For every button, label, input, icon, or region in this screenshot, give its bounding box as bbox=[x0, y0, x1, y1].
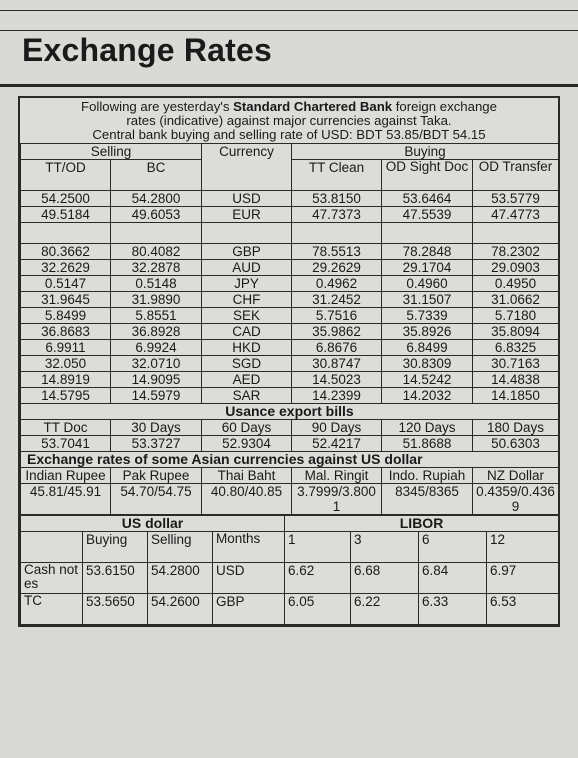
rate-od-transfer: 35.8094 bbox=[473, 324, 559, 340]
rate-od-transfer: 14.4838 bbox=[473, 372, 559, 388]
asian-header-cell: Indo. Rupiah bbox=[382, 468, 473, 484]
rate-od-transfer: 0.4950 bbox=[473, 276, 559, 292]
rate-bc: 80.4082 bbox=[111, 244, 202, 260]
rate-od-sight: 14.5242 bbox=[382, 372, 473, 388]
usance-header-cell: 90 Days bbox=[292, 420, 382, 436]
table-row bbox=[21, 340, 559, 356]
rate-tt-clean: 35.9862 bbox=[292, 324, 382, 340]
rate-od-transfer: 14.1850 bbox=[473, 388, 559, 404]
rate-od-sight: 53.6464 bbox=[382, 191, 473, 207]
libor-currency: GBP bbox=[213, 594, 285, 625]
rates-table bbox=[20, 143, 559, 515]
rate-cur: AED bbox=[202, 372, 292, 388]
asian-value-cell: 45.81/45.91 bbox=[21, 484, 111, 515]
intro-line1-post: foreign exchange bbox=[392, 99, 497, 114]
usd-libor-row bbox=[21, 594, 559, 625]
od-sight-header: OD Sight Doc bbox=[382, 160, 473, 191]
rate-cur: USD bbox=[202, 191, 292, 207]
rate-tt-clean: 31.2452 bbox=[292, 292, 382, 308]
asian-header-cell: Thai Baht bbox=[202, 468, 292, 484]
rate-od-transfer: 6.8325 bbox=[473, 340, 559, 356]
rate-tt-clean: 0.4962 bbox=[292, 276, 382, 292]
table-row bbox=[21, 372, 559, 388]
asian-header-cell: Pak Rupee bbox=[111, 468, 202, 484]
table-row bbox=[21, 191, 559, 207]
rate-tt-clean: 6.8676 bbox=[292, 340, 382, 356]
rate-cur: SEK bbox=[202, 308, 292, 324]
libor-value: 6.22 bbox=[351, 594, 419, 625]
table-row bbox=[21, 207, 559, 223]
usd-row-label: TC bbox=[21, 594, 83, 625]
rate-od-sight: 0.4960 bbox=[382, 276, 473, 292]
rate-od-sight: 5.7339 bbox=[382, 308, 473, 324]
libor-month-1: 1 bbox=[285, 532, 351, 563]
usance-value-cell: 52.4217 bbox=[292, 436, 382, 452]
rate-tt-od: 32.050 bbox=[21, 356, 111, 372]
rate-od-sight: 29.1704 bbox=[382, 260, 473, 276]
table-row bbox=[21, 324, 559, 340]
spacer-row bbox=[21, 223, 559, 244]
asian-currencies-title: Exchange rates of some Asian currencies against US dollar bbox=[21, 452, 559, 468]
page-title: Exchange Rates bbox=[22, 32, 273, 68]
rate-bc: 32.0710 bbox=[111, 356, 202, 372]
libor-title: LIBOR bbox=[285, 516, 559, 532]
usd-selling-value: 54.2800 bbox=[148, 563, 213, 594]
rate-od-sight: 31.1507 bbox=[382, 292, 473, 308]
title-rule bbox=[0, 84, 578, 87]
libor-value: 6.05 bbox=[285, 594, 351, 625]
rate-od-transfer: 5.7180 bbox=[473, 308, 559, 324]
usance-header-row bbox=[21, 420, 559, 436]
usance-header-cell: TT Doc bbox=[21, 420, 111, 436]
central-bank-rate: Central bank buying and selling rate of USD: BDT 53.85/BDT 54.15 bbox=[92, 127, 486, 142]
rate-tt-clean: 5.7516 bbox=[292, 308, 382, 324]
rate-bc: 14.9095 bbox=[111, 372, 202, 388]
libor-value: 6.33 bbox=[419, 594, 487, 625]
asian-header-cell: NZ Dollar bbox=[473, 468, 559, 484]
od-transfer-header: OD Transfer bbox=[473, 160, 559, 191]
table-row bbox=[21, 308, 559, 324]
usance-value-cell: 50.6303 bbox=[473, 436, 559, 452]
usance-value-cell: 51.8688 bbox=[382, 436, 473, 452]
libor-value: 6.97 bbox=[487, 563, 559, 594]
asian-value-row bbox=[21, 484, 559, 515]
rate-tt-od: 54.2500 bbox=[21, 191, 111, 207]
bank-name: Standard Chartered Bank bbox=[233, 99, 393, 114]
asian-value-cell: 0.4359/0.4369 bbox=[473, 484, 559, 515]
table-row bbox=[21, 292, 559, 308]
rate-tt-od: 5.8499 bbox=[21, 308, 111, 324]
header-rule bbox=[0, 30, 578, 31]
usd-selling-value: 54.2600 bbox=[148, 594, 213, 625]
asian-value-cell: 40.80/40.85 bbox=[202, 484, 292, 515]
rate-od-transfer: 53.5779 bbox=[473, 191, 559, 207]
rate-cur: JPY bbox=[202, 276, 292, 292]
rate-tt-od: 6.9911 bbox=[21, 340, 111, 356]
asian-header-cell: Indian Rupee bbox=[21, 468, 111, 484]
usance-title: Usance export bills bbox=[21, 404, 559, 420]
rate-tt-od: 49.5184 bbox=[21, 207, 111, 223]
tt-od-header: TT/OD bbox=[21, 160, 111, 191]
libor-value: 6.53 bbox=[487, 594, 559, 625]
rate-tt-od: 14.8919 bbox=[21, 372, 111, 388]
rate-cur: CHF bbox=[202, 292, 292, 308]
rate-tt-clean: 47.7373 bbox=[292, 207, 382, 223]
top-rule bbox=[0, 10, 578, 11]
libor-month-3: 3 bbox=[351, 532, 419, 563]
libor-value: 6.68 bbox=[351, 563, 419, 594]
usance-value-row bbox=[21, 436, 559, 452]
exchange-rates-box bbox=[18, 96, 560, 627]
rate-cur: AUD bbox=[202, 260, 292, 276]
rate-tt-clean: 14.2399 bbox=[292, 388, 382, 404]
usance-value-cell: 53.7041 bbox=[21, 436, 111, 452]
rate-cur: EUR bbox=[202, 207, 292, 223]
rate-od-sight: 47.5539 bbox=[382, 207, 473, 223]
rate-bc: 49.6053 bbox=[111, 207, 202, 223]
rate-tt-od: 14.5795 bbox=[21, 388, 111, 404]
usd-row-label: Cash notes bbox=[21, 563, 83, 594]
rate-cur: HKD bbox=[202, 340, 292, 356]
rate-tt-od: 36.8683 bbox=[21, 324, 111, 340]
usd-blank-header bbox=[21, 532, 83, 563]
usd-buying-value: 53.6150 bbox=[83, 563, 148, 594]
usance-header-cell: 120 Days bbox=[382, 420, 473, 436]
intro-line1-pre: Following are yesterday's bbox=[81, 99, 234, 114]
intro-line2: rates (indicative) against major currencies against Taka. bbox=[126, 113, 452, 128]
rate-od-sight: 78.2848 bbox=[382, 244, 473, 260]
libor-value: 6.62 bbox=[285, 563, 351, 594]
rate-cur: SGD bbox=[202, 356, 292, 372]
rate-od-sight: 14.2032 bbox=[382, 388, 473, 404]
libor-month-6: 6 bbox=[419, 532, 487, 563]
table-row bbox=[21, 244, 559, 260]
intro-text bbox=[20, 98, 558, 143]
usance-header-cell: 30 Days bbox=[111, 420, 202, 436]
rate-bc: 0.5148 bbox=[111, 276, 202, 292]
bc-header: BC bbox=[111, 160, 202, 191]
rate-tt-clean: 30.8747 bbox=[292, 356, 382, 372]
usance-value-cell: 52.9304 bbox=[202, 436, 292, 452]
selling-header: Selling bbox=[21, 144, 202, 160]
usance-value-cell: 53.3727 bbox=[111, 436, 202, 452]
asian-header-cell: Mal. Ringit bbox=[292, 468, 382, 484]
usd-buying-header: Buying bbox=[83, 532, 148, 563]
rate-tt-od: 31.9645 bbox=[21, 292, 111, 308]
currency-header: Currency bbox=[202, 144, 292, 191]
usd-selling-header: Selling bbox=[148, 532, 213, 563]
rate-od-transfer: 31.0662 bbox=[473, 292, 559, 308]
rate-od-sight: 35.8926 bbox=[382, 324, 473, 340]
rate-tt-od: 0.5147 bbox=[21, 276, 111, 292]
rate-od-sight: 30.8309 bbox=[382, 356, 473, 372]
rate-bc: 6.9924 bbox=[111, 340, 202, 356]
months-header: Months bbox=[213, 532, 285, 563]
rate-bc: 32.2878 bbox=[111, 260, 202, 276]
rate-cur: SAR bbox=[202, 388, 292, 404]
table-row bbox=[21, 260, 559, 276]
usd-buying-value: 53.5650 bbox=[83, 594, 148, 625]
tt-clean-header: TT Clean bbox=[292, 160, 382, 191]
rate-bc: 14.5979 bbox=[111, 388, 202, 404]
libor-month-12: 12 bbox=[487, 532, 559, 563]
usance-header-cell: 180 Days bbox=[473, 420, 559, 436]
asian-header-row bbox=[21, 468, 559, 484]
usd-libor-table bbox=[20, 515, 559, 625]
table-row bbox=[21, 388, 559, 404]
table-row bbox=[21, 356, 559, 372]
rate-od-transfer: 29.0903 bbox=[473, 260, 559, 276]
asian-value-cell: 54.70/54.75 bbox=[111, 484, 202, 515]
libor-value: 6.84 bbox=[419, 563, 487, 594]
rate-tt-clean: 53.8150 bbox=[292, 191, 382, 207]
rate-tt-od: 80.3662 bbox=[21, 244, 111, 260]
rate-tt-clean: 29.2629 bbox=[292, 260, 382, 276]
rate-od-transfer: 30.7163 bbox=[473, 356, 559, 372]
rate-od-transfer: 47.4773 bbox=[473, 207, 559, 223]
usd-libor-row bbox=[21, 563, 559, 594]
rate-tt-clean: 14.5023 bbox=[292, 372, 382, 388]
asian-value-cell: 8345/8365 bbox=[382, 484, 473, 515]
rate-od-transfer: 78.2302 bbox=[473, 244, 559, 260]
rate-tt-clean: 78.5513 bbox=[292, 244, 382, 260]
table-row bbox=[21, 276, 559, 292]
libor-currency: USD bbox=[213, 563, 285, 594]
buying-header: Buying bbox=[292, 144, 559, 160]
usance-header-cell: 60 Days bbox=[202, 420, 292, 436]
rate-bc: 36.8928 bbox=[111, 324, 202, 340]
rate-bc: 31.9890 bbox=[111, 292, 202, 308]
us-dollar-title: US dollar bbox=[21, 516, 285, 532]
rate-bc: 5.8551 bbox=[111, 308, 202, 324]
rate-bc: 54.2800 bbox=[111, 191, 202, 207]
rate-cur: CAD bbox=[202, 324, 292, 340]
rate-od-sight: 6.8499 bbox=[382, 340, 473, 356]
asian-value-cell: 3.7999/3.8001 bbox=[292, 484, 382, 515]
rate-tt-od: 32.2629 bbox=[21, 260, 111, 276]
rate-cur: GBP bbox=[202, 244, 292, 260]
